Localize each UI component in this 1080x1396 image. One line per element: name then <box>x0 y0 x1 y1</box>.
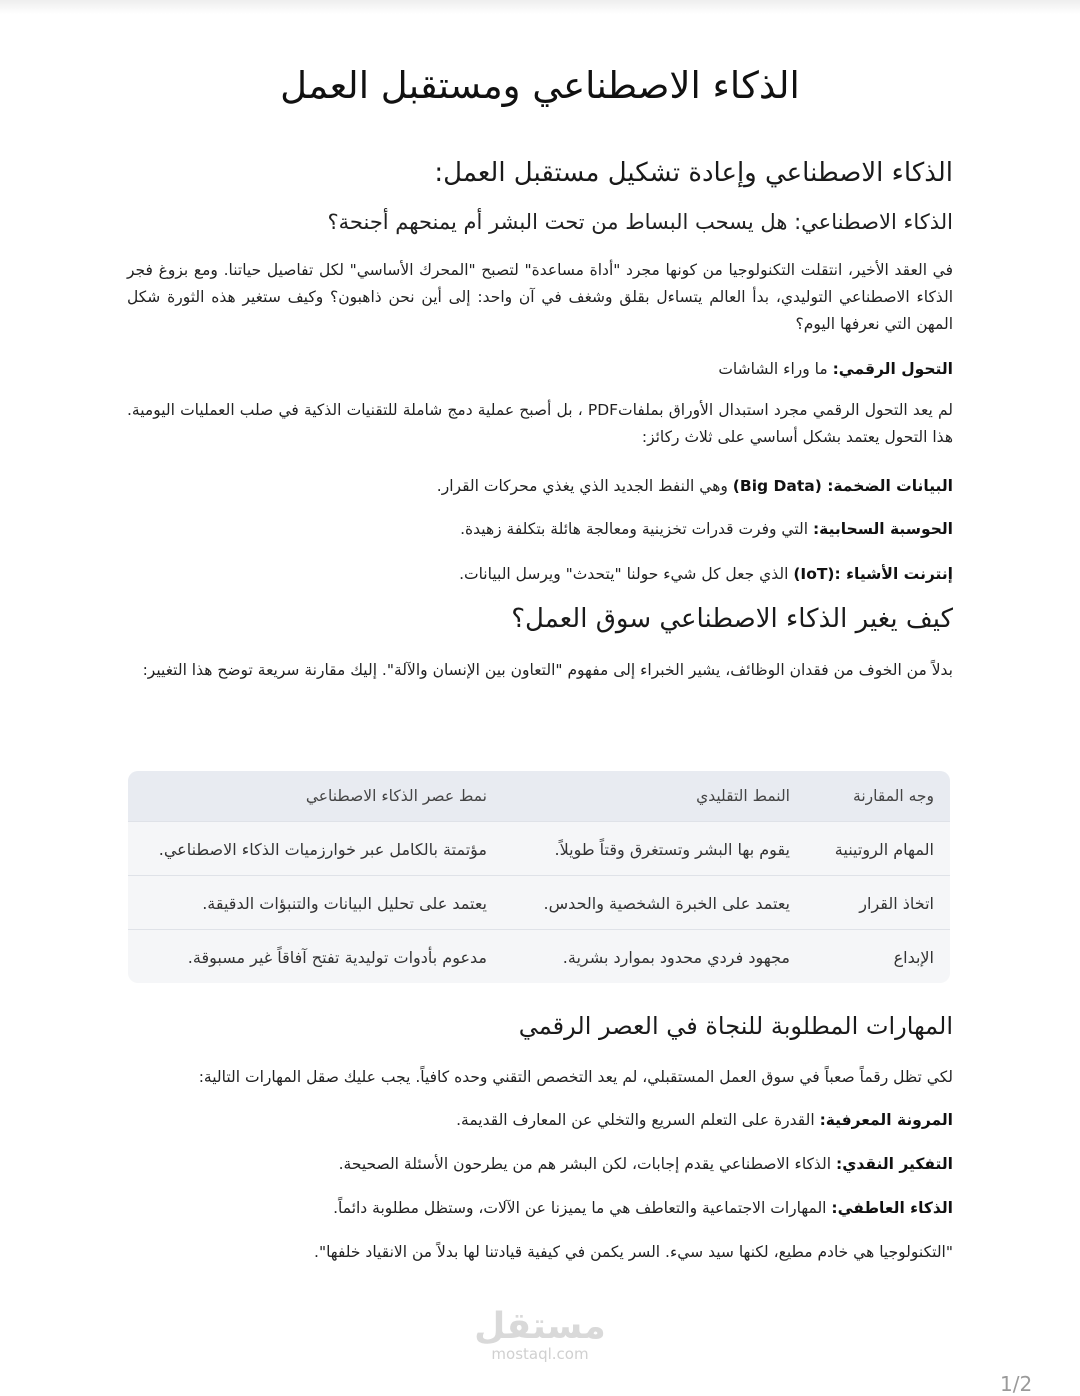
labor-market-paragraph: بدلاً من الخوف من فقدان الوظائف، يشير الخبراء إلى مفهوم "التعاون بين الإنسان والآلة". إليك مقارنة سريعة توضح هذا التغيير: <box>142 661 953 679</box>
subheading-question: الذكاء الاصطناعي: هل يسحب البساط من تحت البشر أم يمنحهم أجنحة؟ <box>327 210 953 234</box>
section-heading-labor-market: كيف يغير الذكاء الاصطناعي سوق العمل؟ <box>511 604 953 634</box>
digital-transformation-line <box>718 356 953 383</box>
section-heading-reshaping: الذكاء الاصطناعي وإعادة تشكيل مستقبل العمل: <box>434 158 953 188</box>
skills-intro: لكي تظل رقماً صعباً في سوق العمل المستقبلي، لم يعد التخصص التقني وحده كافياً. يجب عليك صقل المهارات التالية: <box>198 1068 953 1086</box>
table-header-row <box>128 771 950 821</box>
table-cell: مجهود فردي محدود بموارد بشرية. <box>562 947 790 967</box>
table-cell: مدعوم بأدوات توليدية تفتح آفاقاً غير مسبوقة. <box>187 947 487 967</box>
table-cell: المهام الروتينية <box>834 839 934 859</box>
table-row <box>128 821 950 876</box>
table-cell: يعتمد على تحليل البيانات والتنبؤات الدقيقة. <box>202 893 487 913</box>
skill-text: المهارات الاجتماعية والتعاطف هي ما يميزنا عن الآلات، وستظل مطلوبة دائماً. <box>333 1199 832 1217</box>
skill-label: التفكير النقدي: <box>836 1155 953 1173</box>
section-heading-skills: المهارات المطلوبة للنجاة في العصر الرقمي <box>518 1012 953 1040</box>
pillar-label: الحوسبة السحابية: <box>812 520 953 538</box>
closing-quote: "التكنولوجيا هي خادم مطيع، لكنها سيد سيء. السر يكمن في كيفية قيادتنا لها بدلاً من الانقياد خلفها". <box>314 1243 953 1261</box>
watermark-logo: مستقل <box>474 1306 606 1347</box>
comparison-table <box>128 771 950 983</box>
table-cell: يعتمد على الخبرة الشخصية والحدس. <box>543 893 790 913</box>
pillar-iot <box>459 561 953 588</box>
skill-text: القدرة على التعلم السريع والتخلي عن المعارف القديمة. <box>456 1111 820 1129</box>
page-number: 1/2 <box>1000 1372 1033 1396</box>
skill-emotional-intelligence <box>333 1195 953 1222</box>
digital-transformation-paragraph: لم يعد التحول الرقمي مجرد استبدال الأوراق بملفاتPDF ، بل أصبح عملية دمج شاملة للتقنيات الذكية في صلب العمليات اليومية. هذا التحول يعتمد بشكل أساسي على ثلاث ركائز: <box>127 401 953 446</box>
skill-label: المرونة المعرفية: <box>819 1111 953 1129</box>
table-header-cell: نمط عصر الذكاء الاصطناعي <box>305 787 487 805</box>
pillar-label: البيانات الضخمة: (Big Data) <box>732 477 953 495</box>
table-row <box>128 875 950 930</box>
pillar-label: إنترنت الأشياء :(IoT) <box>793 565 953 583</box>
table-cell: يقوم بها البشر وتستغرق وقتاً طويلاً. <box>554 839 790 859</box>
digital-transformation-label: التحول الرقمي: <box>832 360 953 378</box>
pillar-text: التي وفرت قدرات تخزينية ومعالجة هائلة بتكلفة زهيدة. <box>460 520 813 538</box>
skill-critical-thinking <box>339 1151 953 1178</box>
skill-label: الذكاء العاطفي: <box>831 1199 953 1217</box>
skill-text: الذكاء الاصطناعي يقدم إجابات، لكن البشر هم من يطرحون الأسئلة الصحيحة. <box>338 1155 837 1173</box>
table-header-cell: وجه المقارنة <box>853 787 934 805</box>
table-cell: اتخاذ القرار <box>859 893 934 913</box>
intro-paragraph: في العقد الأخير، انتقلت التكنولوجيا من كونها مجرد "أداة مساعدة" لتصبح "المحرك الأساسي" لكل تفاصيل حياتنا. ومع بزوغ فجر الذكاء الاصطناعي التوليدي، بدأ العالم يتساءل بقلق وشغف في آن واحد: إلى أين نحن ذاهبون؟ وكيف ستغير هذه الثورة شكل المهن التي نعرفها اليوم؟ <box>127 261 953 333</box>
skill-cognitive-flexibility <box>456 1107 953 1134</box>
table-header-cell: النمط التقليدي <box>696 787 790 805</box>
table-row <box>128 929 950 983</box>
pillar-big-data <box>437 473 953 500</box>
pillar-text: الذي جعل كل شيء حولنا "يتحدث" ويرسل البيانات. <box>459 565 794 583</box>
table-cell: مؤتمتة بالكامل عبر خوارزميات الذكاء الاصطناعي. <box>158 839 487 859</box>
table-cell: الإبداع <box>893 947 934 967</box>
pillar-text: وهي النفط الجديد الذي يغذي محركات القرار. <box>436 477 733 495</box>
digital-transformation-text: ما وراء الشاشات <box>718 360 833 378</box>
document-title: الذكاء الاصطناعي ومستقبل العمل <box>280 64 800 107</box>
watermark-url: mostaql.com <box>491 1345 589 1363</box>
mostaql-watermark <box>469 1308 611 1368</box>
pillar-cloud <box>460 516 953 543</box>
